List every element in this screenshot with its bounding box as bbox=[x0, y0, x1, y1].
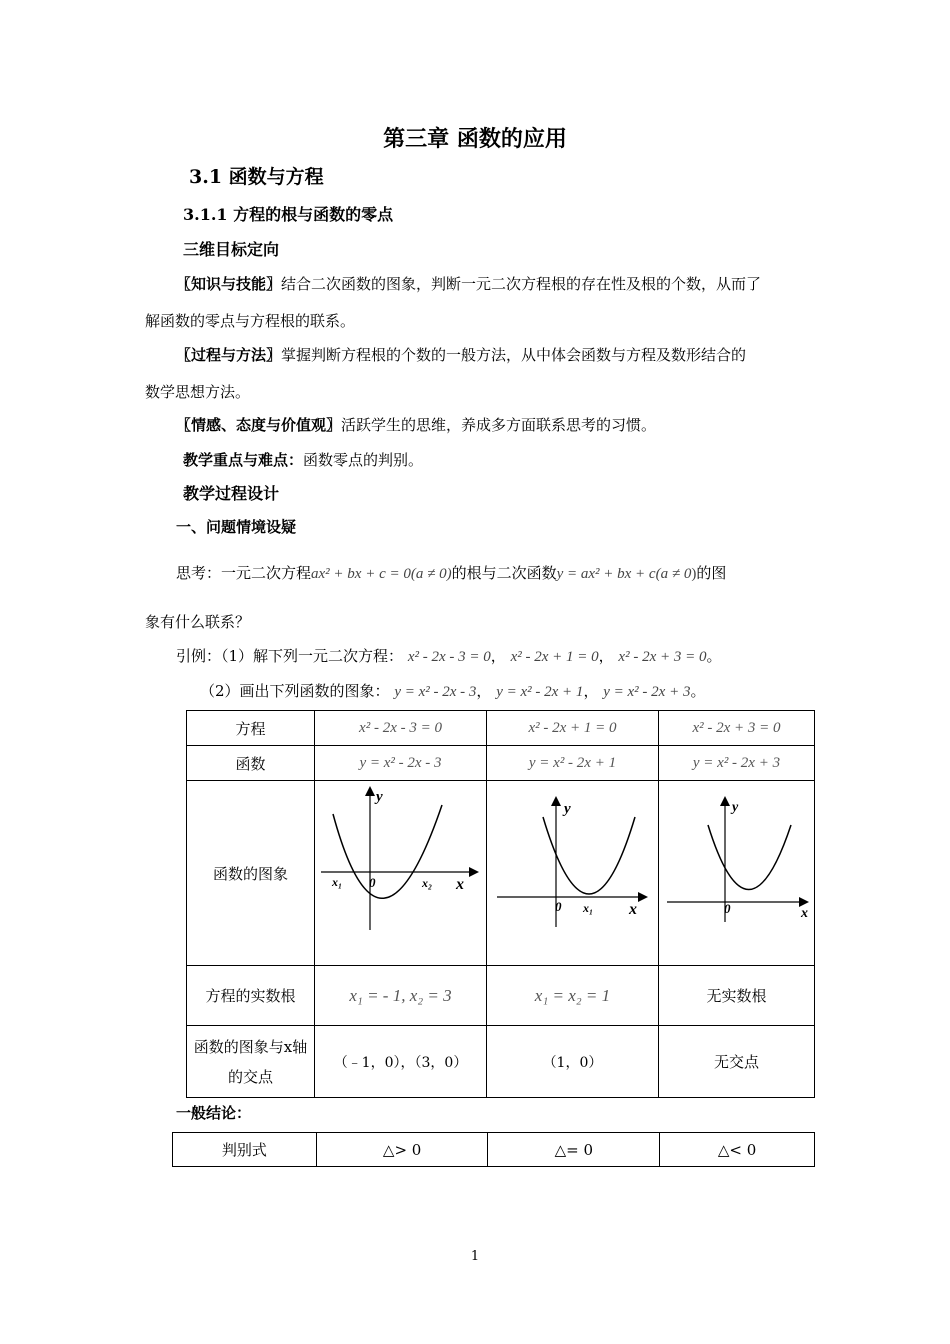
discriminant-zero: △= 0 bbox=[488, 1133, 660, 1167]
example-eq1: x² - 2x - 3 = 0 bbox=[407, 649, 491, 665]
example2-f2: y = x² - 2x + 1 bbox=[496, 684, 584, 700]
table-row bbox=[173, 1133, 815, 1167]
part1-heading: 一、问题情境设疑 bbox=[176, 518, 297, 536]
graph2-y-label: y bbox=[564, 801, 572, 817]
graph1-origin-label: 0 bbox=[368, 875, 376, 890]
example-eq3: x² - 2x + 3 = 0 bbox=[618, 649, 707, 665]
intersection-2: （1，0） bbox=[487, 1026, 659, 1098]
end: 。 bbox=[706, 647, 722, 665]
row-label-intersection: 函数的图象与x轴的交点 bbox=[187, 1026, 315, 1098]
comparison-table bbox=[186, 710, 815, 1098]
graph1-x1-label: x₁ bbox=[331, 875, 342, 889]
graph1-x2-label: x₂ bbox=[421, 876, 432, 890]
section-title: 3.1 函数与方程 bbox=[189, 166, 324, 188]
think-mid: 的根与二次函数 bbox=[451, 564, 557, 582]
equation-1: x² - 2x - 3 = 0 bbox=[315, 711, 487, 746]
goal-process-cont: 数学思想方法。 bbox=[145, 383, 251, 401]
sep: ， bbox=[476, 682, 492, 700]
discriminant-table bbox=[172, 1132, 815, 1167]
graph1-y-label: y bbox=[375, 789, 383, 805]
think-eq2: y = ax² + bx + c(a ≠ 0 bbox=[556, 566, 692, 582]
table-row bbox=[187, 1026, 815, 1098]
graph-cell-3 bbox=[658, 781, 814, 966]
goal-emotion-label: 〖情感、态度与价值观〗 bbox=[176, 416, 342, 434]
goal-emotion-text: 活跃学生的思维，养成多方面联系思考的习惯。 bbox=[341, 416, 657, 434]
example2-f3: y = x² - 2x + 3 bbox=[603, 684, 691, 700]
goals-heading: 三维目标定向 bbox=[183, 240, 280, 259]
goal-knowledge-cont: 解函数的零点与方程根的联系。 bbox=[145, 312, 356, 330]
example-prefix: 引例：（1）解下列一元二次方程： bbox=[176, 647, 404, 665]
goal-process-text: 掌握判断方程根的个数的一般方法，从中体会函数与方程及数形结合的 bbox=[281, 346, 747, 364]
equation-3: x² - 2x + 3 = 0 bbox=[658, 711, 814, 746]
example-line2 bbox=[200, 680, 705, 701]
table-row bbox=[187, 711, 815, 746]
end: 。 bbox=[690, 682, 706, 700]
goal-emotion bbox=[176, 414, 656, 435]
graph1-x-label: x bbox=[455, 876, 464, 893]
goal-knowledge bbox=[176, 273, 761, 294]
graph-1 bbox=[316, 781, 486, 961]
think-prefix: 思考：一元二次方程 bbox=[176, 564, 312, 582]
table-row bbox=[187, 966, 815, 1026]
roots-1: x₁ = - 1, x₂ = 3 bbox=[315, 966, 487, 1026]
key-points-text: 函数零点的判别。 bbox=[303, 451, 424, 469]
discriminant-label: 判别式 bbox=[173, 1133, 317, 1167]
key-points-label: 教学重点与难点： bbox=[183, 451, 304, 469]
graph3-y-label: y bbox=[731, 800, 739, 815]
graph-3 bbox=[659, 781, 814, 961]
intersection-1: （﹣1，0），（3，0） bbox=[315, 1026, 487, 1098]
think-line: 思考：一元二次方程ax² + bx + c = 0(a ≠ 0)的根与二次函数y = ax² + bx + c(a ≠ 0)的图 bbox=[176, 564, 727, 582]
example-eq2: x² - 2x + 1 = 0 bbox=[510, 649, 599, 665]
graph3-x-label: x bbox=[800, 906, 808, 921]
chapter-title: 第三章 函数的应用 bbox=[383, 126, 567, 152]
example2-prefix: （2）画出下列函数的图象： bbox=[200, 682, 390, 700]
graph-2 bbox=[487, 781, 657, 961]
think-eq1: ax² + bx + c = 0(a ≠ 0) bbox=[311, 566, 452, 582]
sep: ， bbox=[490, 647, 506, 665]
function-1: y = x² - 2x - 3 bbox=[315, 746, 487, 781]
graph-cell-1 bbox=[315, 781, 487, 966]
process-heading: 教学过程设计 bbox=[183, 484, 280, 503]
table-row bbox=[187, 781, 815, 966]
page-number: 1 bbox=[470, 1249, 480, 1264]
goal-knowledge-label: 〖知识与技能〗 bbox=[176, 275, 282, 293]
roots-2: x₁ = x₂ = 1 bbox=[487, 966, 659, 1026]
row-label-equation: 方程 bbox=[187, 711, 315, 746]
table-row bbox=[187, 746, 815, 781]
intersection-3: 无交点 bbox=[658, 1026, 814, 1098]
graph2-x-label: x bbox=[629, 901, 638, 918]
row-label-roots: 方程的实数根 bbox=[187, 966, 315, 1026]
example-line1 bbox=[176, 645, 722, 666]
graph-cell-2 bbox=[487, 781, 659, 966]
sep: ， bbox=[583, 682, 599, 700]
graph2-x1-label: x₁ bbox=[583, 901, 594, 915]
conclusion-heading: 一般结论： bbox=[176, 1104, 252, 1122]
goal-process bbox=[176, 344, 746, 365]
discriminant-positive: △> 0 bbox=[316, 1133, 488, 1167]
sep: ， bbox=[598, 647, 614, 665]
subsection-title: 3.1.1 方程的根与函数的零点 bbox=[183, 205, 394, 224]
function-2: y = x² - 2x + 1 bbox=[487, 746, 659, 781]
row-label-graph: 函数的图象 bbox=[187, 781, 315, 966]
goal-knowledge-text: 结合二次函数的图象，判断一元二次方程根的存在性及根的个数，从而了 bbox=[281, 275, 762, 293]
function-3: y = x² - 2x + 3 bbox=[658, 746, 814, 781]
discriminant-negative: △< 0 bbox=[660, 1133, 815, 1167]
goal-process-label: 〖过程与方法〗 bbox=[176, 346, 282, 364]
graph2-origin-label: 0 bbox=[555, 899, 562, 914]
graph3-origin-label: 0 bbox=[723, 901, 731, 916]
think-line2: 象有什么联系？ bbox=[145, 613, 251, 631]
row-label-function: 函数 bbox=[187, 746, 315, 781]
example2-f1: y = x² - 2x - 3 bbox=[394, 684, 477, 700]
equation-2: x² - 2x + 1 = 0 bbox=[487, 711, 659, 746]
think-suffix: 的图 bbox=[696, 564, 727, 582]
key-points bbox=[183, 449, 423, 470]
roots-3: 无实数根 bbox=[658, 966, 814, 1026]
